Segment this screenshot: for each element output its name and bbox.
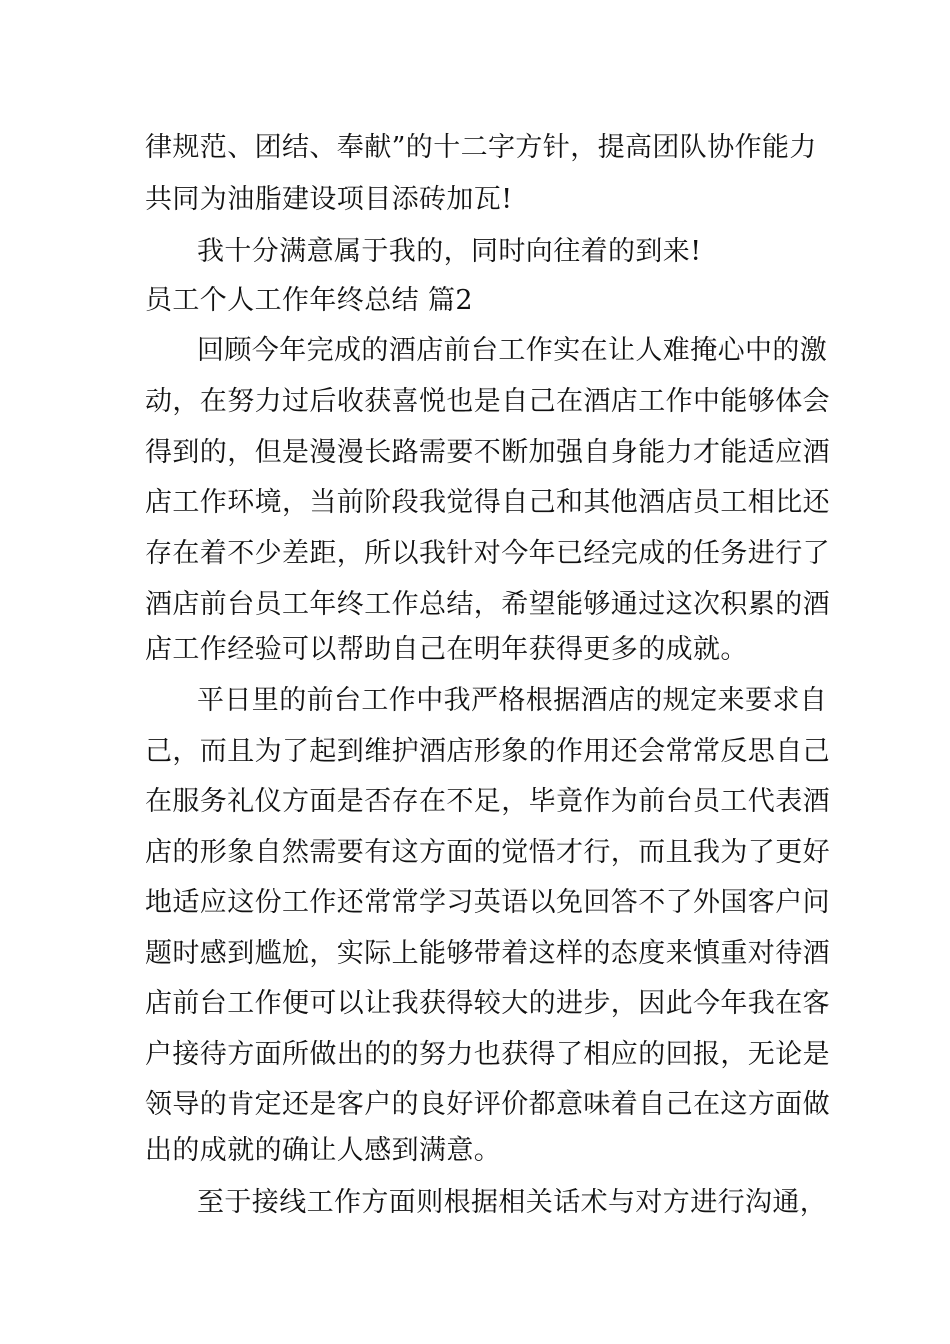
text-line: 出的成就的确让人感到满意。 bbox=[145, 1135, 502, 1166]
text-line: 店工作环境，当前阶段我觉得自己和其他酒店员工相比还 bbox=[145, 487, 830, 518]
text-line: 我十分满意属于我的，同时向往着的到来! bbox=[197, 236, 702, 267]
text-line: 户接待方面所做出的的努力也获得了相应的回报，无论是 bbox=[145, 1039, 830, 1070]
text-line: 共同为油脂建设项目添砖加瓦! bbox=[145, 184, 513, 215]
text-line: 律规范、团结、奉献”的十二字方针，提高团队协作能力 bbox=[145, 132, 817, 163]
text-line: 己，而且为了起到维护酒店形象的作用还会常常反思自己 bbox=[145, 736, 830, 767]
text-line: 至于接线工作方面则根据相关话术与对方进行沟通， bbox=[197, 1187, 828, 1218]
text-line: 店前台工作便可以让我获得较大的进步，因此今年我在客 bbox=[145, 988, 830, 1019]
text-line: 地适应这份工作还常常学习英语以免回答不了外国客户问 bbox=[145, 887, 830, 918]
text-line: 酒店前台员工年终工作总结，希望能够通过这次积累的酒 bbox=[145, 589, 830, 620]
section-heading: 员工个人工作年终总结 篇2 bbox=[145, 285, 473, 316]
text-line: 领导的肯定还是客户的良好评价都意味着自己在这方面做 bbox=[145, 1089, 830, 1120]
text-line: 存在着不少差距，所以我针对今年已经完成的任务进行了 bbox=[145, 538, 830, 569]
text-line: 得到的，但是漫漫长路需要不断加强自身能力才能适应酒 bbox=[145, 437, 830, 468]
text-line: 店的形象自然需要有这方面的觉悟才行，而且我为了更好 bbox=[145, 837, 830, 868]
text-line: 回顾今年完成的酒店前台工作实在让人难掩心中的激 bbox=[197, 335, 828, 366]
text-line: 题时感到尴尬，实际上能够带着这样的态度来慎重对待酒 bbox=[145, 938, 830, 969]
text-line: 店工作经验可以帮助自己在明年获得更多的成就。 bbox=[145, 634, 748, 665]
text-line: 动，在努力过后收获喜悦也是自己在酒店工作中能够体会 bbox=[145, 386, 830, 417]
text-line: 平日里的前台工作中我严格根据酒店的规定来要求自 bbox=[197, 685, 828, 716]
text-line: 在服务礼仪方面是否存在不足，毕竟作为前台员工代表酒 bbox=[145, 786, 830, 817]
